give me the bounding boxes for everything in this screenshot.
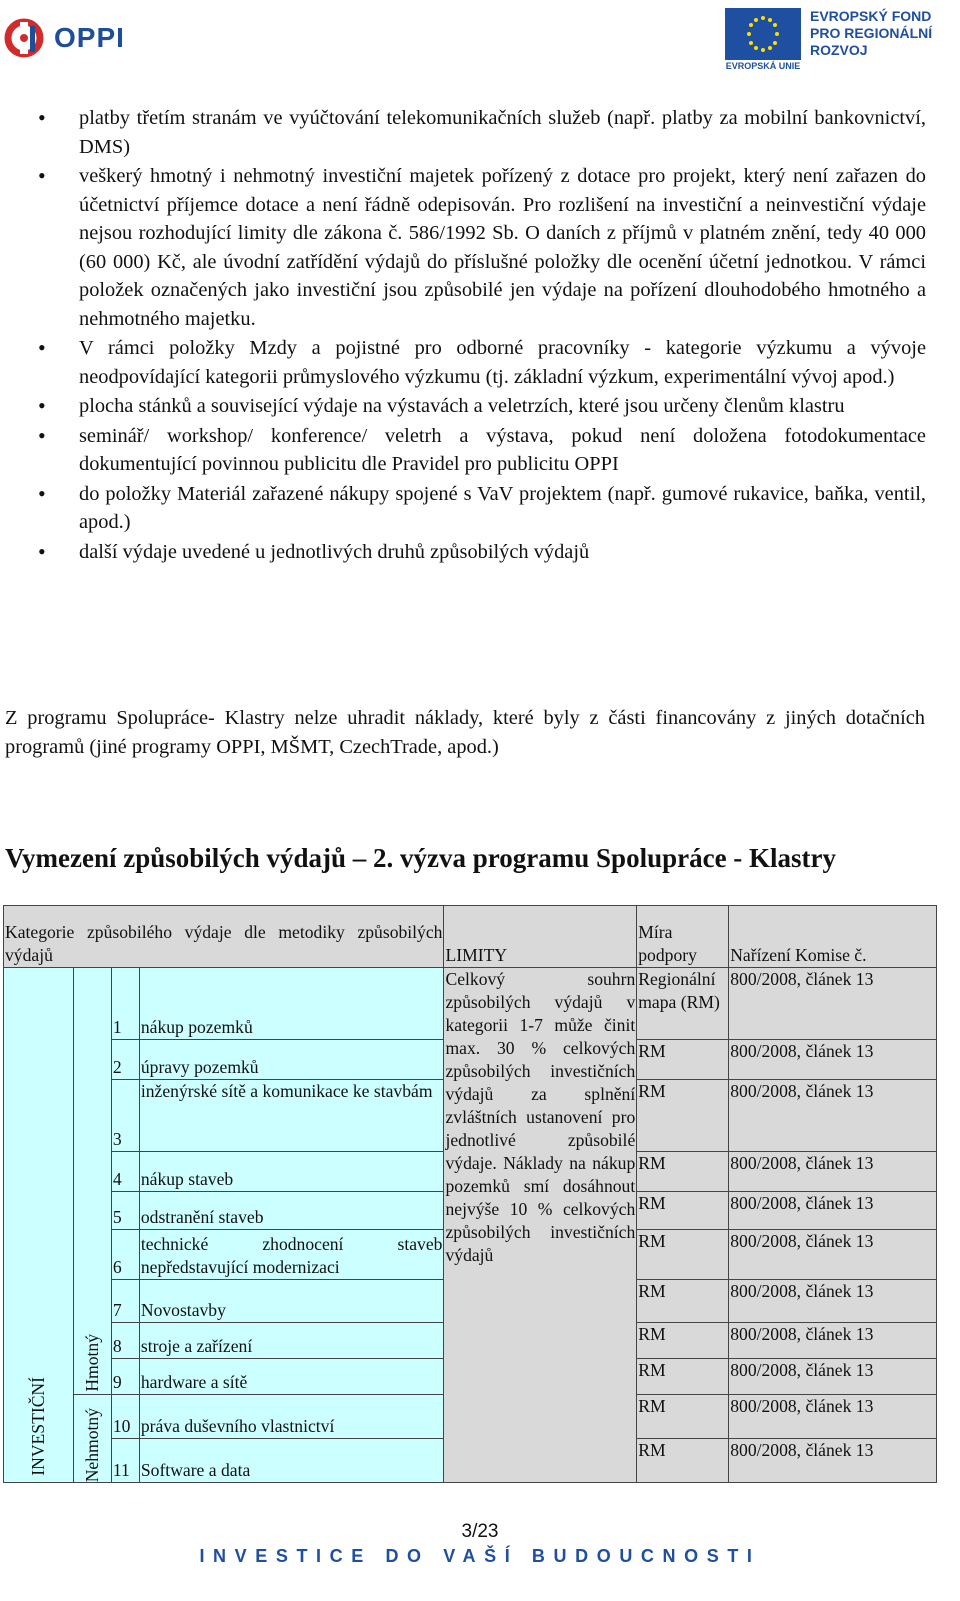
row-name: inženýrské sítě a komunikace ke stavbám [139,1080,444,1152]
header-regulation: Nařízení Komise č. [729,906,937,968]
exclusions-list [38,104,926,567]
row-rate: RM [637,1230,729,1280]
row-number: 10 [111,1395,139,1439]
group-hmotny [73,968,111,1395]
table-row [4,968,937,1040]
row-rate: RM [637,1439,729,1483]
eu-fund-line: ROZVOJ [810,42,868,58]
list-item: • další výdaje uvedené u jednotlivých druhů způsobilých výdajů [38,538,926,567]
row-number: 2 [111,1040,139,1080]
list-item: • platby třetím stranám ve vyúčtování telekomunikačních služeb (např. platby za mobilní bankovnictví, DMS) [38,104,926,161]
limits-cell: Celkový souhrn způsobilých výdajů v kategorii 1-7 může činit max. 30 % celkových způsobilých investičních výdajů za splnění zvláštních ustanovení pro jednotlivé způsobilé výdaje. Náklady na nákup pozemků smí dosáhnout nejvýše 10 % celkových způsobilých investičních výdajů [444,968,637,1483]
row-number: 7 [111,1280,139,1323]
row-rate: RM [637,1323,729,1359]
row-number: 3 [111,1080,139,1152]
row-regulation: 800/2008, článek 13 [729,968,937,1040]
row-regulation: 800/2008, článek 13 [729,1395,937,1439]
body-paragraph: Z programu Spolupráce- Klastry nelze uhradit náklady, které byly z části financovány z jiných dotačních programů (jiné programy OPPI, MŠMT, CzechTrade, apod.) [5,707,925,758]
row-regulation: 800/2008, článek 13 [729,1080,937,1152]
oppi-emblem-icon [4,16,48,60]
row-name: práva duševního vlastnictví [139,1395,444,1439]
row-regulation: 800/2008, článek 13 [729,1230,937,1280]
eu-fund-name [810,8,932,65]
row-rate: RM [637,1395,729,1439]
row-rate: RM [637,1040,729,1080]
group-investicni [4,968,74,1483]
page-header [0,0,960,80]
row-regulation: 800/2008, článek 13 [729,1359,937,1395]
eu-fund-line: EVROPSKÝ FOND [810,8,932,24]
oppi-logo [4,14,125,62]
row-regulation: 800/2008, článek 13 [729,1439,937,1483]
row-name: úpravy pozemků [139,1040,444,1080]
row-rate: RM [637,1152,729,1192]
row-rate: RM [637,1192,729,1230]
row-number: 11 [111,1439,139,1483]
table-header-row [4,906,937,968]
row-name: Novostavby [139,1280,444,1323]
header-limits: LIMITY [444,906,637,968]
row-regulation: 800/2008, článek 13 [729,1280,937,1323]
section-heading: Vymezení způsobilých výdajů – 2. výzva programu Spolupráce - Klastry [5,843,837,873]
group-nehmotny [73,1395,111,1483]
row-regulation: 800/2008, článek 13 [729,1323,937,1359]
row-number: 6 [111,1230,139,1280]
row-regulation: 800/2008, článek 13 [729,1152,937,1192]
row-name: nákup staveb [139,1152,444,1192]
row-number: 4 [111,1152,139,1192]
list-item: • veškerý hmotný i nehmotný investiční majetek pořízený z dotace pro projekt, který není zařazen do účetnictví příjemce dotace a není řádně odepisován. Pro rozlišení na investiční a neinvestiční výdaje nejsou rozhodující limity dle zákona č. 586/1992 Sb. O daních z příjmů v platném znění, tedy 40 000 (60 000) Kč, ale úvodní zatřídění výdajů do příslušné položky dle ocenění účetní jednotkou. V rámci položek označených jako investiční jsou způsobilé jen výdaje na pořízení dlouhodobého hmotného a nehmotného majetku. [38,162,926,333]
list-item: • V rámci položky Mzdy a pojistné pro odborné pracovníky - kategorie výzkumu a vývoje neodpovídající kategorii průmyslového výzkumu (tj. základní výzkum, experimentální vývoj apod.) [38,334,926,391]
row-number: 5 [111,1192,139,1230]
row-name: nákup pozemků [139,968,444,1040]
header-rate: Míra podpory [637,906,729,968]
row-rate: RM [637,1280,729,1323]
row-regulation: 800/2008, článek 13 [729,1040,937,1080]
group-nehmotny-label: Nehmotný [81,1407,102,1482]
row-name: technické zhodnocení staveb nepředstavující modernizaci [139,1230,444,1280]
group-hmotny-label: Hmotný [81,1334,102,1392]
eligible-costs-table [3,905,937,1483]
eu-fund-line: PRO REGIONÁLNÍ [810,25,933,41]
oppi-logo-text: OPPI [54,22,125,53]
list-item: • do položky Materiál zařazené nákupy spojené s VaV projektem (např. gumové rukavice, baňka, ventil, apod.) [38,480,926,537]
header-category: Kategorie způsobilého výdaje dle metodiky způsobilých výdajů [4,906,444,968]
row-number: 9 [111,1359,139,1395]
footer-motto: INVESTICE DO VAŠÍ BUDOUCNOSTI [199,1546,761,1566]
row-rate: RM [637,1359,729,1395]
row-rate: Regionální mapa (RM) [637,968,729,1040]
list-item: • plocha stánků a související výdaje na výstavách a veletrzích, které jsou určeny členům klastru [38,392,926,421]
list-item: • seminář/ workshop/ konference/ veletrh a výstava, pokud není doložena fotodokumentace dokumentující povinnou publicitu dle Pravidel pro publicitu OPPI [38,422,926,479]
row-name: Software a data [139,1439,444,1483]
row-rate: RM [637,1080,729,1152]
eu-flag-icon [725,8,801,60]
row-name: odstranění staveb [139,1192,444,1230]
row-regulation: 800/2008, článek 13 [729,1192,937,1230]
row-name: stroje a zařízení [139,1323,444,1359]
eu-caption: EVROPSKÁ UNIE [725,61,801,71]
row-number: 8 [111,1323,139,1359]
row-name: hardware a sítě [139,1359,444,1395]
eu-erdf-logo [725,8,933,71]
group-investicni-label: INVESTIČNÍ [27,1377,48,1476]
row-number: 1 [111,968,139,1040]
page-number: 3/23 [461,1521,499,1542]
